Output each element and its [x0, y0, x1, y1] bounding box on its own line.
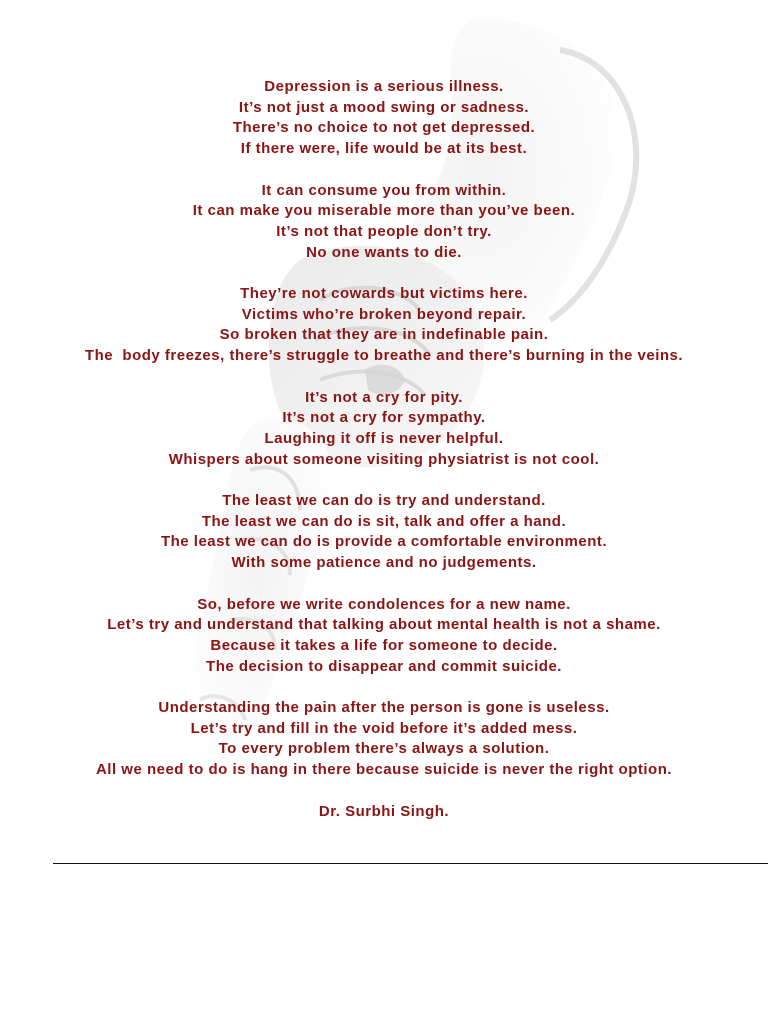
stanza [0, 491, 768, 574]
stanza [0, 698, 768, 781]
poem-line: Depression is a serious illness. [264, 78, 504, 95]
poem-line: No one wants to die. [306, 243, 462, 261]
poem-line: So broken that they are in indefinable pain. [219, 326, 549, 344]
stanza [0, 284, 768, 367]
poem-line: They’re not cowards but victims here. [240, 285, 528, 302]
poem-line: To every problem there’s always a solution. [218, 740, 550, 758]
poem-line: Let’s try and understand that talking about mental health is not a shame. [107, 616, 661, 634]
poem-line: Victims who’re broken beyond repair. [241, 305, 527, 323]
poem-line: So, before we write condolences for a new name. [197, 595, 571, 613]
poem-line: With some patience and no judgements. [231, 554, 537, 572]
poem-line: The decision to disappear and commit suicide. [206, 657, 562, 675]
stanza [0, 181, 768, 264]
poem-line: The least we can do is provide a comfortable environment. [160, 533, 608, 551]
poem-line: Whispers about someone visiting physiatrist is not cool. [168, 450, 600, 468]
stanza [0, 388, 768, 471]
poem-line: It’s not a cry for pity. [305, 388, 463, 406]
stanza [0, 77, 768, 160]
poem-line: Understanding the pain after the person is gone is useless. [158, 699, 610, 716]
poem-line: All we need to do is hang in there because suicide is never the right option. [95, 761, 673, 779]
poem-line: The least we can do is sit, talk and offer a hand. [201, 512, 567, 530]
poem-line: The least we can do is try and understand. [222, 492, 546, 509]
poem-line: Because it takes a life for someone to decide. [210, 636, 558, 654]
poem-line: It’s not just a mood swing or sadness. [238, 98, 530, 116]
poem-line: It’s not a cry for sympathy. [282, 409, 486, 427]
poem-line: If there were, life would be at its best. [240, 140, 528, 158]
poem-line: Let’s try and fill in the void before it’s added mess. [190, 719, 578, 737]
poem-line: Laughing it off is never helpful. [264, 429, 504, 447]
poem-text [0, 77, 768, 822]
horizontal-divider [53, 863, 768, 864]
author-signature: Dr. Surbhi Singh. [318, 802, 450, 820]
poem-line: The body freezes, there’s struggle to breathe and there’s burning in the veins. [84, 347, 684, 365]
stanza [0, 595, 768, 678]
poem-line: It can make you miserable more than you’ve been. [192, 202, 576, 220]
poem-line: There’s no choice to not get depressed. [232, 119, 536, 137]
poem-line: It can consume you from within. [261, 181, 507, 199]
poem-line: It’s not that people don’t try. [276, 222, 492, 240]
